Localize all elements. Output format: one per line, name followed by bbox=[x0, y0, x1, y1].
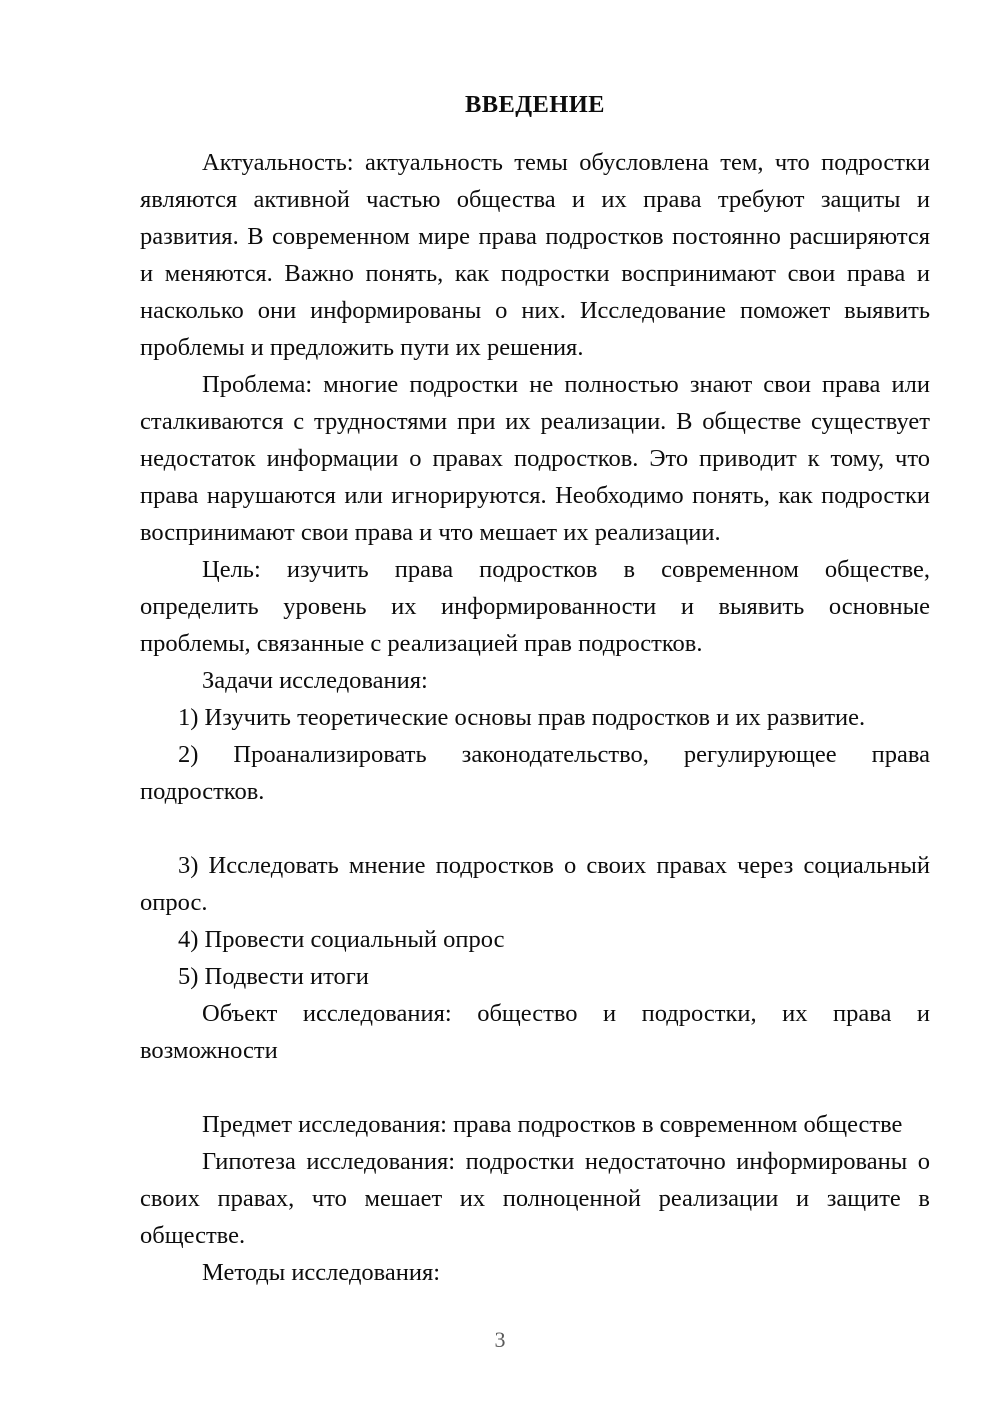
paragraph-goal: Цель: изучить права подростков в современном обществе, определить уровень их информированности и выявить основные проблемы, связанные с реализацией прав подростков. bbox=[140, 556, 930, 657]
page-title: ВВЕДЕНИЕ bbox=[465, 91, 605, 118]
task-item-2: 2) Проанализировать законодательство, регулирующее права подростков. bbox=[140, 741, 930, 805]
methods-label: Методы исследования: bbox=[202, 1259, 441, 1286]
tasks-label: Задачи исследования: bbox=[202, 667, 428, 694]
paragraph-problem: Проблема: многие подростки не полностью знают свои права или сталкиваются с трудностями при их реализации. В обществе существует недостаток информации о правах подростков. Это приводит к тому, что права нарушаются или игнорируются. Необходимо понять, как подростки воспринимают свои права и что мешает их реализации. bbox=[140, 371, 930, 546]
task-item-1: 1) Изучить теоретические основы прав подростков и их развитие. bbox=[178, 704, 866, 731]
paragraph-hypothesis: Гипотеза исследования: подростки недостаточно информированы о своих правах, что мешает их полноценной реализации и защите в обществе. bbox=[140, 1148, 930, 1249]
page-number: 3 bbox=[494, 1327, 506, 1352]
paragraph-relevance: Актуальность: актуальность темы обусловлена тем, что подростки являются активной частью общества и их права требуют защиты и развития. В современном мире права подростков постоянно расширяются и меняются. Важно понять, как подростки воспринимают свои права и насколько они информированы о них. Исследование поможет выявить проблемы и предложить пути их решения. bbox=[140, 149, 930, 361]
task-item-5: 5) Подвести итоги bbox=[178, 963, 369, 990]
document-body bbox=[140, 86, 930, 1291]
task-item-3: 3) Исследовать мнение подростков о своих правах через социальный опрос. bbox=[140, 852, 930, 916]
task-item-4: 4) Провести социальный опрос bbox=[178, 926, 505, 953]
paragraph-object: Объект исследования: общество и подростки, их права и возможности bbox=[140, 1000, 930, 1064]
paragraph-subject: Предмет исследования: права подростков в современном обществе bbox=[202, 1111, 903, 1138]
